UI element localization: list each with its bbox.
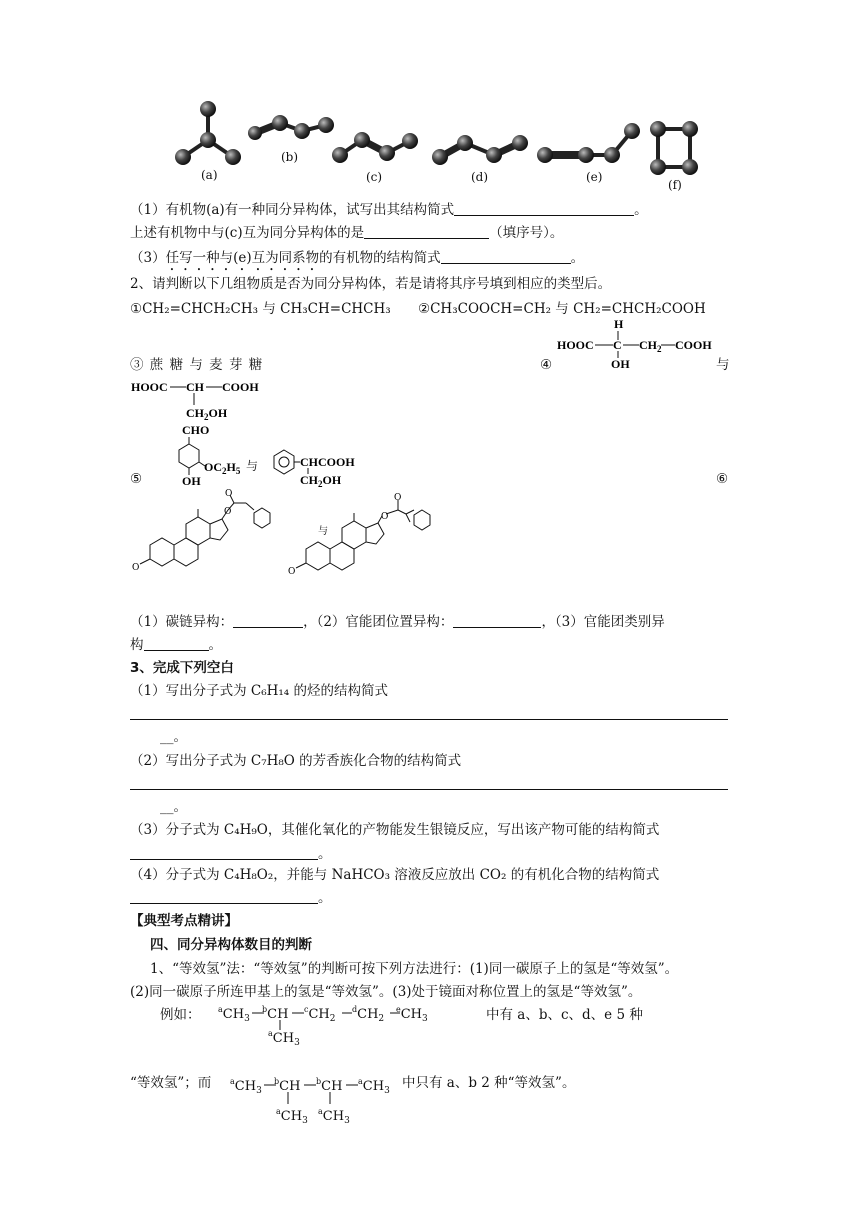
svg-text:CH2OH: $CH_2OH$ — [186, 406, 228, 422]
q2-item-3: ③ 蔗 糖 与 麦 芽 糖 — [130, 357, 264, 373]
q3-part4: （4）分子式为 C₄H₈O₂，并能与 NaHCO₃ 溶液反应放出 CO₂ 的有机化合物的结构简式 — [130, 867, 660, 883]
example-1-tail: 中有 a、b、c、d、e 5 种 — [486, 1007, 643, 1023]
example-label: 例如： — [160, 1007, 201, 1023]
q1-part2: 上述有机物中与(c)互为同分异构体的是 （填序号）。 — [130, 225, 564, 241]
answer-blank[interactable] — [364, 225, 489, 239]
structure-example-1 — [218, 1002, 428, 1048]
structure-steroid-phenylpropionate — [130, 488, 290, 583]
q3-part2: （2）写出分子式为 C₇H₈O 的芳香族化合物的结构简式 — [130, 753, 462, 769]
q2-answers: （1）碳链异构： ，（2）官能团位置异构： ，（3）官能团类别异 — [130, 614, 665, 630]
q2-item-1: ①CH₂=CHCH₂CH₃ 与 CH₃CH=CHCH₃ — [130, 301, 391, 317]
svg-text:HOOC: HOOC — [557, 338, 594, 352]
svg-text:CHCOOH: CHCOOH — [300, 455, 355, 469]
q2-title: 2、请判断以下几组物质是否为同分异构体，若是请将其序号填到相应的类型后。 — [130, 276, 612, 292]
q1-part1: （1）有机物(a)有一种同分异构体，试写出其结构简式 。 — [130, 202, 648, 218]
svg-text:aCH3: $^aCH_3$ — [268, 1029, 300, 1048]
answer-blank[interactable] — [233, 614, 303, 628]
model-label: (f) — [668, 178, 682, 192]
svg-text:CH: CH — [186, 380, 204, 394]
svg-text:CH2: $CH_2$ — [639, 338, 662, 354]
answer-blank[interactable] — [130, 890, 318, 904]
svg-text:bCH: $^b$CH — [274, 1077, 301, 1094]
section-subtitle: 四、同分异构体数目的判断 — [150, 937, 312, 953]
q1-part3: （3）任写一种与(e)互为同系物的有机物的结构简式 。 — [130, 250, 585, 266]
section-para-1: 1、“等效氢”法：“等效氢”的判断可按下列方法进行：(1)同一碳原子上的氢是“等效氢”。 — [150, 961, 679, 977]
q2-answers-cont: 构 。 — [130, 637, 222, 653]
example-2-tail: 中只有 a、b 2 种“等效氢”。 — [402, 1075, 576, 1091]
svg-text:cCH2: $^cCH_2$ — [304, 1005, 336, 1024]
svg-text:O: O — [288, 567, 296, 577]
answer-blank[interactable] — [453, 614, 541, 628]
model-label: (e) — [586, 170, 603, 184]
answer-blank[interactable] — [130, 846, 318, 860]
model-label: (b) — [281, 150, 299, 164]
svg-text:O: O — [381, 512, 389, 522]
q2-yu: 与 — [716, 357, 730, 373]
svg-text:bCH: $^b$CH — [316, 1077, 343, 1094]
svg-text:dCH2: $^dCH_2$ — [352, 1005, 385, 1024]
q3-part4-answer: 。 — [130, 889, 332, 907]
svg-text:O: O — [394, 493, 402, 503]
svg-text:CH2OH: $CH_2OH$ — [300, 473, 342, 489]
svg-text:COOH: COOH — [675, 338, 712, 352]
svg-text:aCH3: $^aCH_3$ — [230, 1077, 262, 1096]
structure-tropic-acid — [268, 446, 378, 491]
structure-ethoxy-hydroxybenzaldehyde — [170, 420, 280, 490]
svg-text:OH: OH — [611, 357, 630, 371]
q3-part2-tail: __。 — [160, 799, 187, 815]
svg-text:OH: OH — [182, 474, 201, 488]
structure-example-2 — [230, 1074, 400, 1124]
svg-text:eCH3: $^eCH_3$ — [396, 1005, 428, 1024]
svg-text:aCH3: $^aCH_3$ — [276, 1107, 308, 1126]
q2-item-4: ④ — [540, 357, 553, 373]
svg-text:COOH: COOH — [222, 380, 259, 394]
svg-text:OC2H5: $OC_2H_5$ — [204, 460, 241, 476]
structure-hydroxymethyl-malonic — [130, 376, 280, 421]
q3-title: 3、完成下列空白 — [130, 660, 234, 676]
yu-connector: 与 — [246, 459, 259, 473]
svg-text:O: O — [225, 489, 233, 499]
svg-text:H: H — [614, 317, 624, 331]
answer-blank[interactable] — [441, 250, 571, 264]
section-para-2: (2)同一碳原子所连甲基上的氢是“等效氢”。(3)处于镜面对称位置上的氢是“等效氢”。 — [130, 984, 642, 1000]
example-2-pre: “等效氢”；而 — [130, 1075, 212, 1091]
svg-text:C: C — [613, 338, 622, 352]
q2-item-6: ⑥ — [716, 471, 729, 487]
answer-line[interactable] — [130, 719, 728, 720]
q2-item-5: ⑤ — [130, 471, 143, 487]
section-header: 【典型考点精讲】 — [130, 913, 238, 929]
answer-line[interactable] — [130, 789, 728, 790]
model-label: (c) — [366, 170, 383, 184]
q3-part3-answer: 。 — [130, 845, 332, 863]
answer-blank[interactable] — [144, 637, 209, 651]
svg-text:O: O — [132, 563, 140, 573]
model-label: (a) — [201, 168, 218, 182]
q2-item-2: ②CH₃COOCH=CH₂ 与 CH₂=CHCH₂COOH — [418, 301, 706, 317]
q3-part1-tail: __。 — [160, 729, 187, 745]
svg-text:bCH: $^b$CH — [262, 1005, 289, 1022]
structure-hydroxysuccinic-branch — [555, 317, 715, 371]
model-label: (d) — [471, 170, 489, 184]
svg-text:CHO: CHO — [182, 423, 210, 437]
yu-connector: 与 — [318, 526, 328, 537]
svg-text:HOOC: HOOC — [131, 380, 168, 394]
svg-text:aCH3: $^aCH_3$ — [318, 1107, 350, 1126]
answer-blank[interactable] — [454, 202, 634, 216]
q3-part3: （3）分子式为 C₄H₉O，其催化氧化的产物能发生银镜反应，写出该产物可能的结构简式 — [130, 822, 660, 838]
structure-steroid-phenylisopropionate — [286, 492, 456, 587]
svg-text:aCH3: $^aCH_3$ — [218, 1005, 250, 1024]
svg-text:O: O — [224, 507, 232, 517]
svg-text:aCH3: $^aCH_3$ — [358, 1077, 390, 1096]
q3-part1: （1）写出分子式为 C₆H₁₄ 的烃的结构简式 — [130, 683, 389, 699]
